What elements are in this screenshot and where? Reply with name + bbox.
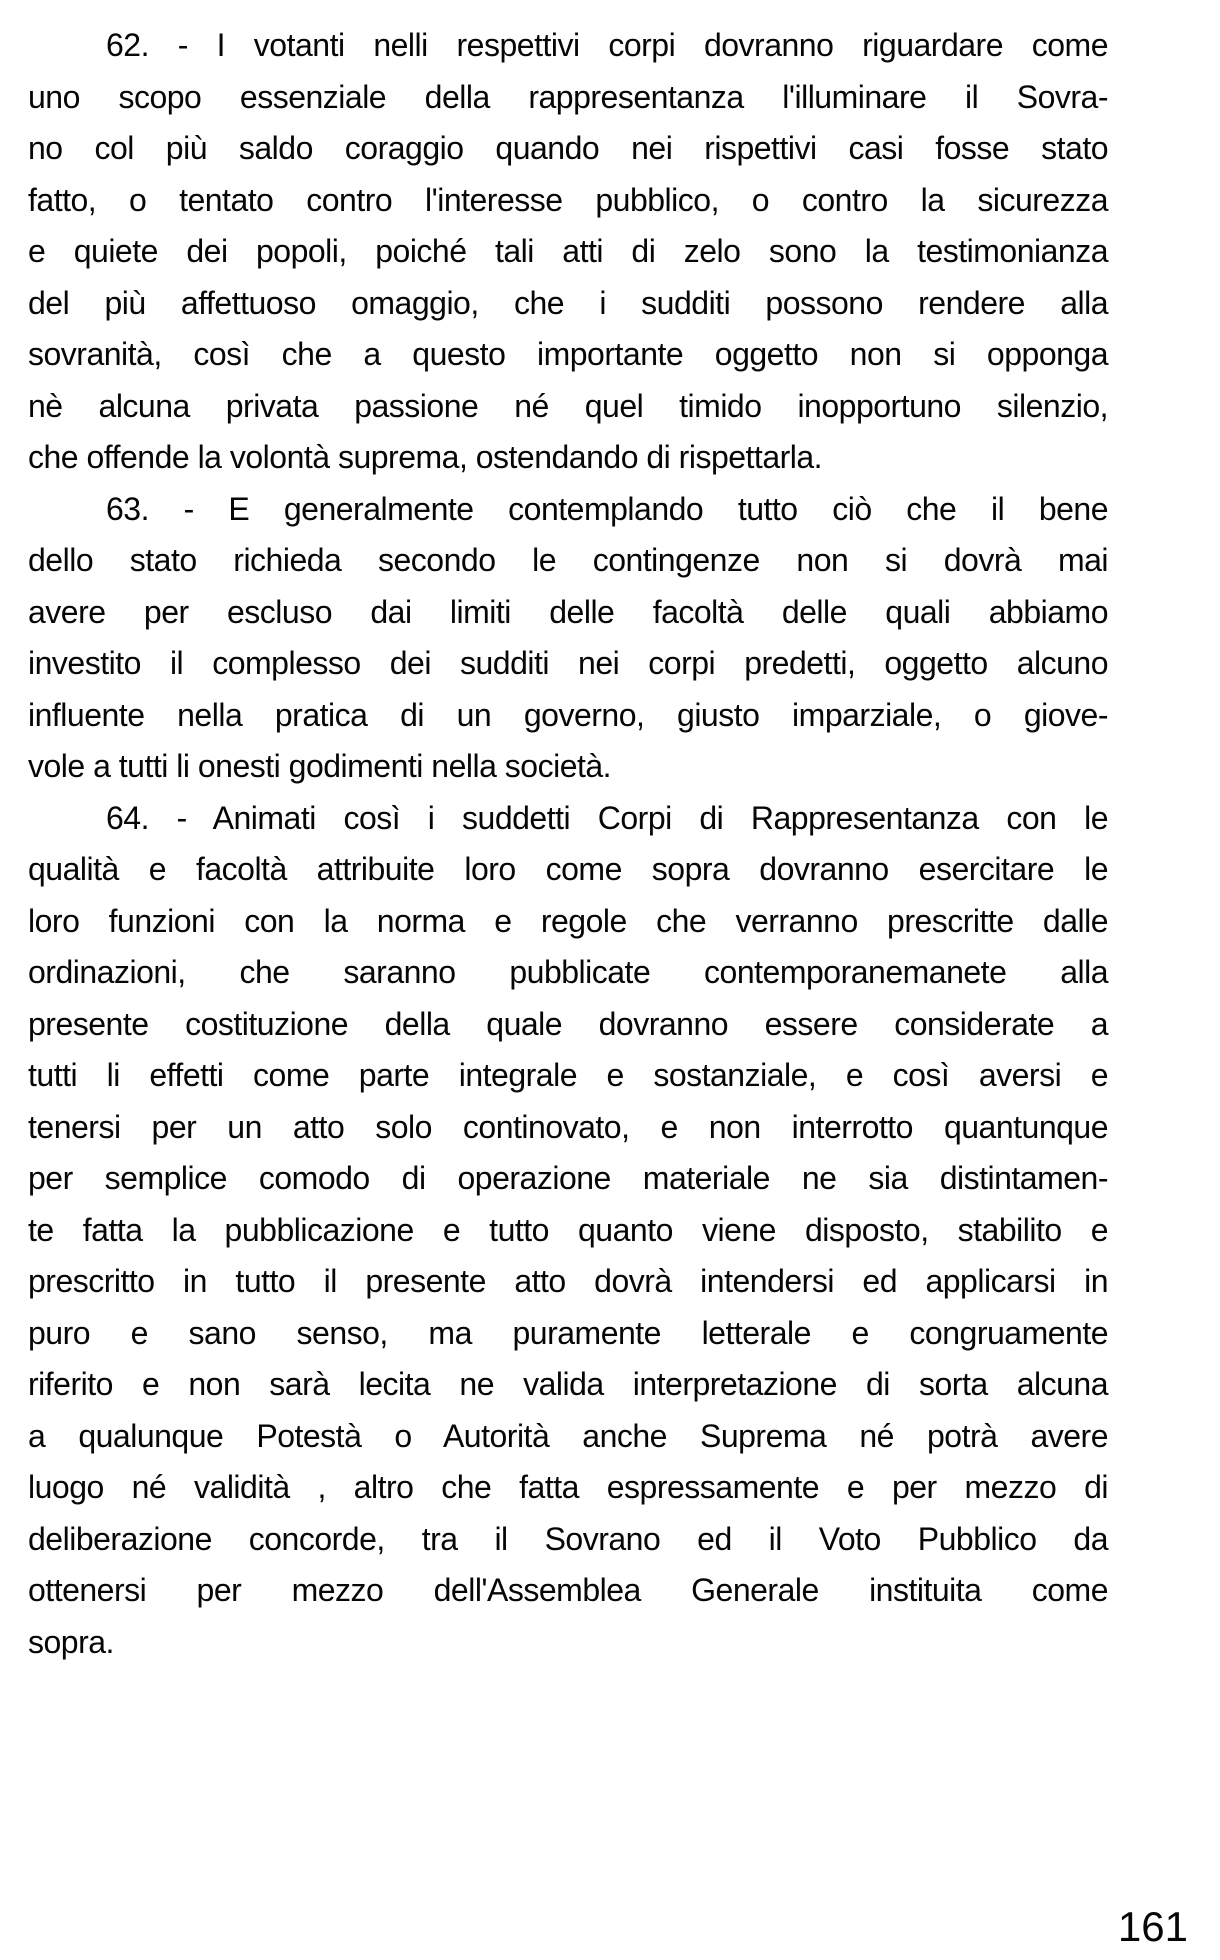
text-line: 63. - E generalmente contemplando tutto ciò che il bene — [106, 490, 1108, 527]
text-line: ordinazioni, che saranno pubblicate contemporanemanete alla — [28, 954, 1108, 990]
paragraph-64 — [28, 793, 1108, 1669]
paragraph-63 — [28, 484, 1108, 793]
text-line: luogo né validità , altro che fatta espressamente e per mezzo di — [28, 1469, 1108, 1505]
text-line: deliberazione concorde, tra il Sovrano ed il Voto Pubblico da — [28, 1520, 1108, 1557]
text-line: avere per escluso dai limiti delle facoltà delle quali abbiamo — [28, 593, 1108, 630]
text-line: uno scopo essenziale della rappresentanza l'illuminare il Sovra- — [28, 78, 1108, 115]
text-line: presente costituzione della quale dovranno essere considerate a — [28, 1005, 1108, 1042]
paragraph-62 — [28, 20, 1108, 484]
text-line: riferito e non sarà lecita ne valida interpretazione di sorta alcuna — [28, 1366, 1108, 1402]
text-line: fatto, o tentato contro l'interesse pubblico, o contro la sicurezza — [28, 181, 1108, 218]
text-line: ottenersi per mezzo dell'Assemblea Generale instituita come — [28, 1572, 1108, 1608]
text-line: loro funzioni con la norma e regole che verranno prescritte dalle — [28, 902, 1108, 939]
page-number: 161 — [1117, 1903, 1188, 1950]
text-line: che offende la volontà suprema, ostendando di rispettarla. — [28, 439, 823, 475]
text-line: sopra. — [28, 1623, 114, 1660]
text-line: 62. - I votanti nelli respettivi corpi dovranno riguardare come — [106, 27, 1108, 63]
text-line: prescritto in tutto il presente atto dovrà intendersi ed applicarsi in — [28, 1263, 1108, 1299]
text-line: e quiete dei popoli, poiché tali atti di zelo sono la testimonianza — [28, 233, 1108, 269]
text-line: dello stato richieda secondo le contingenze non si dovrà mai — [28, 542, 1108, 578]
text-block — [28, 20, 1108, 1668]
text-line: qualità e facoltà attribuite loro come sopra dovranno esercitare le — [28, 851, 1108, 887]
text-line: influente nella pratica di un governo, giusto imparziale, o giove- — [28, 696, 1108, 733]
text-line: del più affettuoso omaggio, che i sudditi possono rendere alla — [28, 284, 1108, 321]
text-line: investito il complesso dei sudditi nei corpi predetti, oggetto alcuno — [28, 645, 1108, 681]
text-line: per semplice comodo di operazione materiale ne sia distintamen- — [28, 1160, 1108, 1196]
text-line: 64. - Animati così i suddetti Corpi di Rappresentanza con le — [106, 799, 1108, 836]
text-line: a qualunque Potestà o Autorità anche Suprema né potrà avere — [28, 1417, 1108, 1454]
text-line: no col più saldo coraggio quando nei rispettivi casi fosse stato — [28, 130, 1108, 166]
text-line: puro e sano senso, ma puramente letterale e congruamente — [28, 1314, 1108, 1351]
text-line: vole a tutti li onesti godimenti nella società. — [28, 748, 612, 784]
text-line: tutti li effetti come parte integrale e sostanziale, e così aversi e — [28, 1057, 1108, 1093]
text-line: te fatta la pubblicazione e tutto quanto viene disposto, stabilito e — [28, 1211, 1108, 1248]
text-line: nè alcuna privata passione né quel timido inopportuno silenzio, — [28, 387, 1108, 424]
text-line: sovranità, così che a questo importante oggetto non si opponga — [28, 336, 1108, 372]
text-line: tenersi per un atto solo continovato, e non interrotto quantunque — [28, 1108, 1108, 1145]
